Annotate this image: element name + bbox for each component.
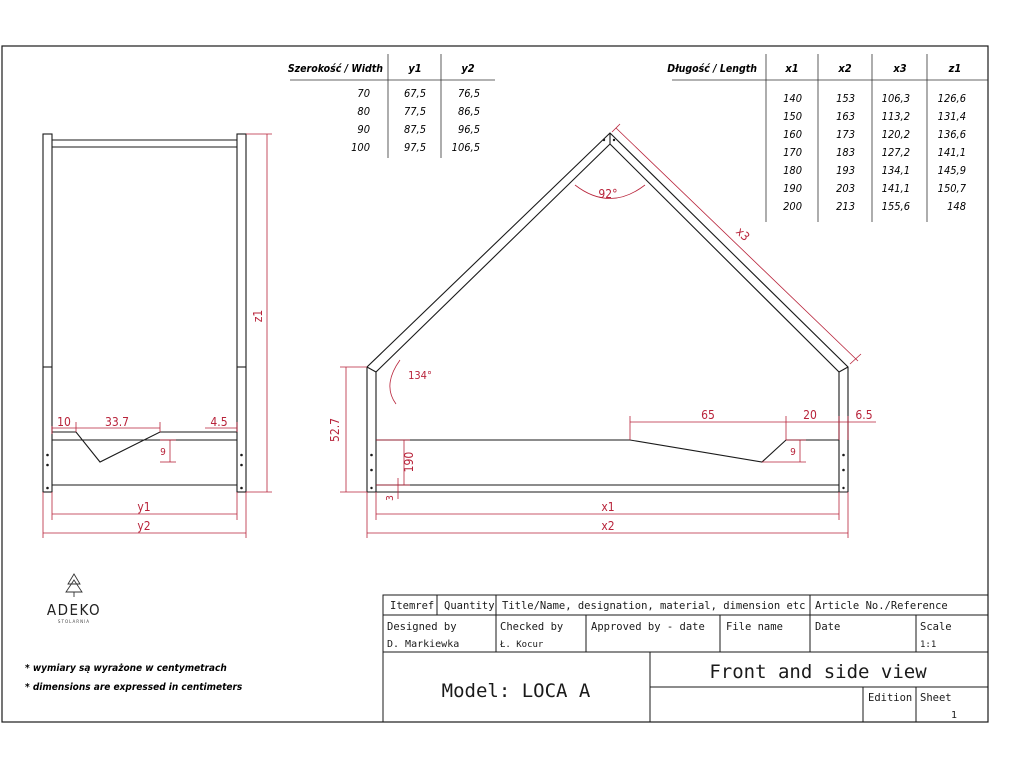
note-en: * dimensions are expressed in centimeters	[25, 682, 243, 693]
length-table-cell: 106,3	[881, 92, 910, 105]
dim-label: 92°	[598, 187, 618, 201]
dim-label: x2	[601, 519, 615, 533]
length-table-header: x2	[838, 62, 852, 75]
length-table-cell: 203	[836, 182, 855, 195]
length-table-cell: 180	[783, 164, 802, 177]
tb-approved-label: Approved by - date	[591, 621, 705, 633]
width-table-cell: 96,5	[457, 123, 480, 136]
tb-scale-label: Scale	[920, 621, 952, 633]
length-table-cell: 127,2	[881, 146, 910, 159]
width-table-cell: 77,5	[403, 105, 426, 118]
tb-article-label: Article No./Reference	[815, 600, 948, 612]
dim-label: 65	[701, 408, 715, 422]
width-table-cell: 100	[351, 141, 370, 154]
width-table-cell: 76,5	[457, 87, 480, 100]
tb-model: Model: LOCA A	[441, 680, 591, 702]
width-table-header: Szerokość / Width	[287, 63, 383, 75]
width-table-cell: 67,5	[403, 87, 426, 100]
logo-sub: STOLARNIA	[57, 620, 91, 625]
length-table-cell: 113,2	[881, 110, 910, 123]
dim-label: 52.7	[328, 417, 342, 443]
dim-label: 3	[385, 495, 396, 501]
tb-date-label: Date	[815, 621, 841, 633]
length-table-cell: 131,4	[937, 110, 966, 123]
length-table-cell: 190	[783, 182, 802, 195]
dim-label: 10	[57, 415, 71, 429]
length-table-cell: 136,6	[937, 128, 966, 141]
length-table-cell: 183	[836, 146, 855, 159]
length-table-cell: 140	[783, 92, 802, 105]
dim-label: 134°	[408, 369, 432, 382]
length-table-cell: 141,1	[881, 182, 910, 195]
length-table-cell: 163	[836, 110, 855, 123]
width-table-header: y2	[461, 62, 475, 75]
side-view-dimensions	[43, 134, 272, 538]
length-table-cell: 134,1	[881, 164, 910, 177]
dim-label: z1	[251, 309, 265, 323]
length-table-cell: 150,7	[937, 182, 966, 195]
tb-itemref: Itemref	[390, 600, 435, 612]
dim-label: x1	[601, 500, 615, 514]
length-table-header: z1	[948, 62, 962, 75]
tb-sheet-label: Sheet	[920, 692, 952, 704]
tb-designed-value: D. Markiewka	[387, 639, 460, 650]
width-table-header: y1	[408, 62, 422, 75]
dim-label: 4.5	[210, 415, 228, 429]
tb-edition-label: Edition	[868, 692, 913, 704]
dim-label: 190	[402, 451, 416, 473]
tb-designed-label: Designed by	[387, 621, 457, 633]
tb-quantity: Quantity	[444, 600, 495, 612]
length-table	[667, 54, 988, 222]
width-table-cell: 90	[357, 123, 370, 136]
length-table-cell: 200	[783, 200, 802, 213]
dim-label: 33.7	[104, 415, 130, 429]
side-view	[43, 134, 246, 492]
length-table-header: x3	[893, 62, 907, 75]
length-table-cell: 153	[836, 92, 855, 105]
length-table-header: Długość / Length	[667, 63, 757, 75]
dim-label: 9	[160, 447, 166, 458]
length-table-cell: 126,6	[937, 92, 966, 105]
width-table-cell: 86,5	[457, 105, 480, 118]
length-table-cell: 170	[783, 146, 802, 159]
length-table-cell: 148	[947, 200, 966, 213]
dim-label: 9	[790, 447, 796, 458]
dim-label: y2	[137, 519, 151, 533]
adeko-logo	[47, 574, 101, 625]
tb-sheet-value: 1	[951, 710, 958, 721]
tb-title-label: Title/Name, designation, material, dimension etc	[502, 600, 806, 612]
length-table-cell: 160	[783, 128, 802, 141]
dim-label: 6.5	[855, 408, 873, 422]
length-table-cell: 145,9	[937, 164, 966, 177]
tb-checked-value: Ł. Kocur	[500, 640, 544, 650]
length-table-cell: 141,1	[937, 146, 966, 159]
length-table-cell: 150	[783, 110, 802, 123]
width-table	[288, 54, 495, 158]
length-table-cell: 155,6	[881, 200, 910, 213]
width-table-cell: 87,5	[403, 123, 426, 136]
dim-label: 20	[803, 408, 817, 422]
tb-scale-value: 1:1	[920, 640, 937, 650]
tb-file-label: File name	[726, 621, 783, 633]
dim-label: y1	[137, 500, 151, 514]
width-table-cell: 97,5	[403, 141, 426, 154]
logo-name: ADEKO	[46, 601, 102, 619]
width-table-cell: 80	[357, 105, 370, 118]
length-table-cell: 120,2	[881, 128, 910, 141]
length-table-cell: 173	[836, 128, 855, 141]
dim-label: x3	[733, 224, 753, 244]
tb-view-title: Front and side view	[709, 661, 927, 683]
tb-checked-label: Checked by	[500, 621, 564, 633]
length-table-cell: 193	[836, 164, 855, 177]
length-table-header: x1	[785, 62, 799, 75]
note-pl: * wymiary są wyrażone w centymetrach	[25, 663, 227, 674]
width-table-cell: 106,5	[451, 141, 480, 154]
width-table-cell: 70	[357, 87, 370, 100]
tree-icon	[66, 574, 82, 597]
length-table-cell: 213	[836, 200, 855, 213]
